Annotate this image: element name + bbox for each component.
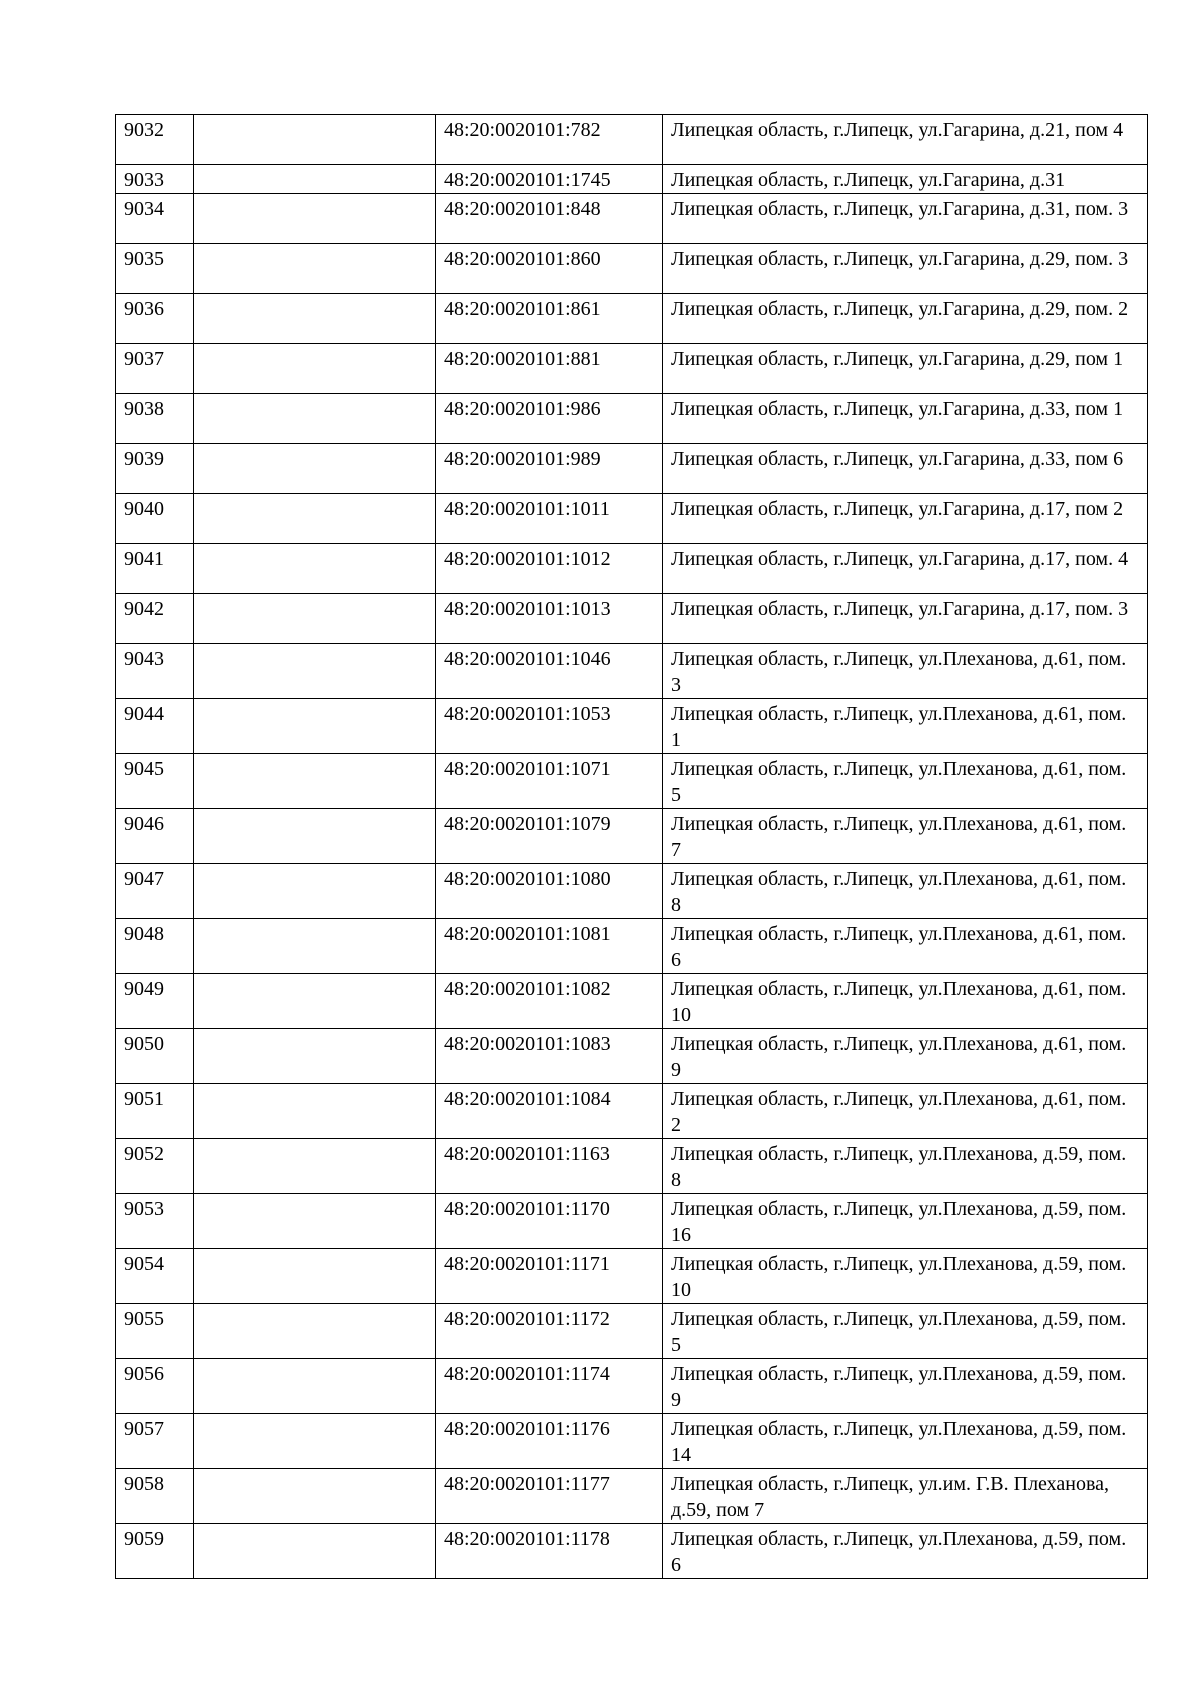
table-body xyxy=(116,115,1148,1579)
empty-cell xyxy=(194,1359,436,1414)
cadastral-number-cell: 48:20:0020101:1082 xyxy=(436,974,663,1029)
table-row xyxy=(116,1084,1148,1139)
address-cell: Липецкая область, г.Липецк, ул.Плеханова, д.59, пом. 14 xyxy=(663,1414,1148,1469)
row-number-cell: 9033 xyxy=(116,165,194,194)
table-row xyxy=(116,165,1148,194)
row-number-cell: 9043 xyxy=(116,644,194,699)
row-number-cell: 9053 xyxy=(116,1194,194,1249)
address-cell: Липецкая область, г.Липецк, ул.Гагарина, д.17, пом. 3 xyxy=(663,594,1148,644)
empty-cell xyxy=(194,294,436,344)
empty-cell xyxy=(194,1194,436,1249)
address-cell: Липецкая область, г.Липецк, ул.Плеханова, д.61, пом. 8 xyxy=(663,864,1148,919)
address-cell: Липецкая область, г.Липецк, ул.Гагарина, д.17, пом. 4 xyxy=(663,544,1148,594)
row-number-cell: 9049 xyxy=(116,974,194,1029)
property-register-table xyxy=(115,114,1148,1579)
address-cell: Липецкая область, г.Липецк, ул.Гагарина, д.33, пом 1 xyxy=(663,394,1148,444)
row-number-cell: 9045 xyxy=(116,754,194,809)
row-number-cell: 9035 xyxy=(116,244,194,294)
cadastral-number-cell: 48:20:0020101:1013 xyxy=(436,594,663,644)
row-number-cell: 9038 xyxy=(116,394,194,444)
cadastral-number-cell: 48:20:0020101:861 xyxy=(436,294,663,344)
address-cell: Липецкая область, г.Липецк, ул.Плеханова, д.59, пом. 6 xyxy=(663,1524,1148,1579)
empty-cell xyxy=(194,444,436,494)
cadastral-number-cell: 48:20:0020101:986 xyxy=(436,394,663,444)
empty-cell xyxy=(194,1304,436,1359)
table-row xyxy=(116,344,1148,394)
empty-cell xyxy=(194,1524,436,1579)
table-row xyxy=(116,1249,1148,1304)
empty-cell xyxy=(194,974,436,1029)
row-number-cell: 9058 xyxy=(116,1469,194,1524)
cadastral-number-cell: 48:20:0020101:1163 xyxy=(436,1139,663,1194)
cadastral-number-cell: 48:20:0020101:881 xyxy=(436,344,663,394)
empty-cell xyxy=(194,544,436,594)
empty-cell xyxy=(194,394,436,444)
table-row xyxy=(116,194,1148,244)
address-cell: Липецкая область, г.Липецк, ул.Плеханова, д.59, пом. 8 xyxy=(663,1139,1148,1194)
row-number-cell: 9055 xyxy=(116,1304,194,1359)
table-row xyxy=(116,594,1148,644)
address-cell: Липецкая область, г.Липецк, ул.Плеханова, д.61, пом. 1 xyxy=(663,699,1148,754)
table-row xyxy=(116,544,1148,594)
empty-cell xyxy=(194,194,436,244)
cadastral-number-cell: 48:20:0020101:1172 xyxy=(436,1304,663,1359)
address-cell: Липецкая область, г.Липецк, ул.Плеханова, д.59, пом. 16 xyxy=(663,1194,1148,1249)
empty-cell xyxy=(194,594,436,644)
address-cell: Липецкая область, г.Липецк, ул.Гагарина, д.31, пом. 3 xyxy=(663,194,1148,244)
address-cell: Липецкая область, г.Липецк, ул.им. Г.В. Плеханова, д.59, пом 7 xyxy=(663,1469,1148,1524)
address-cell: Липецкая область, г.Липецк, ул.Гагарина, д.29, пом. 2 xyxy=(663,294,1148,344)
address-cell: Липецкая область, г.Липецк, ул.Плеханова, д.59, пом. 9 xyxy=(663,1359,1148,1414)
table-row xyxy=(116,394,1148,444)
empty-cell xyxy=(194,1414,436,1469)
row-number-cell: 9032 xyxy=(116,115,194,165)
empty-cell xyxy=(194,1249,436,1304)
cadastral-number-cell: 48:20:0020101:1083 xyxy=(436,1029,663,1084)
cadastral-number-cell: 48:20:0020101:1176 xyxy=(436,1414,663,1469)
empty-cell xyxy=(194,1084,436,1139)
cadastral-number-cell: 48:20:0020101:1174 xyxy=(436,1359,663,1414)
table-row xyxy=(116,244,1148,294)
cadastral-number-cell: 48:20:0020101:1080 xyxy=(436,864,663,919)
table-row xyxy=(116,864,1148,919)
cadastral-number-cell: 48:20:0020101:860 xyxy=(436,244,663,294)
row-number-cell: 9059 xyxy=(116,1524,194,1579)
table-row xyxy=(116,1029,1148,1084)
row-number-cell: 9039 xyxy=(116,444,194,494)
cadastral-number-cell: 48:20:0020101:1745 xyxy=(436,165,663,194)
empty-cell xyxy=(194,699,436,754)
address-cell: Липецкая область, г.Липецк, ул.Гагарина, д.29, пом 1 xyxy=(663,344,1148,394)
row-number-cell: 9042 xyxy=(116,594,194,644)
row-number-cell: 9050 xyxy=(116,1029,194,1084)
cadastral-number-cell: 48:20:0020101:848 xyxy=(436,194,663,244)
row-number-cell: 9047 xyxy=(116,864,194,919)
empty-cell xyxy=(194,1469,436,1524)
cadastral-number-cell: 48:20:0020101:782 xyxy=(436,115,663,165)
table-row xyxy=(116,1139,1148,1194)
address-cell: Липецкая область, г.Липецк, ул.Гагарина, д.33, пом 6 xyxy=(663,444,1148,494)
row-number-cell: 9034 xyxy=(116,194,194,244)
table-row xyxy=(116,1194,1148,1249)
address-cell: Липецкая область, г.Липецк, ул.Плеханова, д.61, пом. 10 xyxy=(663,974,1148,1029)
table-row xyxy=(116,294,1148,344)
row-number-cell: 9054 xyxy=(116,1249,194,1304)
empty-cell xyxy=(194,344,436,394)
table-row xyxy=(116,1524,1148,1579)
cadastral-number-cell: 48:20:0020101:1046 xyxy=(436,644,663,699)
empty-cell xyxy=(194,115,436,165)
row-number-cell: 9041 xyxy=(116,544,194,594)
cadastral-number-cell: 48:20:0020101:1084 xyxy=(436,1084,663,1139)
empty-cell xyxy=(194,644,436,699)
cadastral-number-cell: 48:20:0020101:989 xyxy=(436,444,663,494)
cadastral-number-cell: 48:20:0020101:1177 xyxy=(436,1469,663,1524)
row-number-cell: 9040 xyxy=(116,494,194,544)
address-cell: Липецкая область, г.Липецк, ул.Плеханова, д.61, пом. 3 xyxy=(663,644,1148,699)
address-cell: Липецкая область, г.Липецк, ул.Плеханова, д.61, пом. 7 xyxy=(663,809,1148,864)
address-cell: Липецкая область, г.Липецк, ул.Плеханова, д.59, пом. 10 xyxy=(663,1249,1148,1304)
table-row xyxy=(116,699,1148,754)
row-number-cell: 9052 xyxy=(116,1139,194,1194)
cadastral-number-cell: 48:20:0020101:1178 xyxy=(436,1524,663,1579)
table-row xyxy=(116,115,1148,165)
address-cell: Липецкая область, г.Липецк, ул.Плеханова, д.61, пом. 6 xyxy=(663,919,1148,974)
empty-cell xyxy=(194,1029,436,1084)
table-row xyxy=(116,974,1148,1029)
row-number-cell: 9051 xyxy=(116,1084,194,1139)
empty-cell xyxy=(194,919,436,974)
empty-cell xyxy=(194,494,436,544)
address-cell: Липецкая область, г.Липецк, ул.Гагарина, д.21, пом 4 xyxy=(663,115,1148,165)
table-row xyxy=(116,919,1148,974)
address-cell: Липецкая область, г.Липецк, ул.Плеханова, д.61, пом. 2 xyxy=(663,1084,1148,1139)
address-cell: Липецкая область, г.Липецк, ул.Плеханова, д.59, пом. 5 xyxy=(663,1304,1148,1359)
row-number-cell: 9048 xyxy=(116,919,194,974)
table-row xyxy=(116,494,1148,544)
cadastral-number-cell: 48:20:0020101:1053 xyxy=(436,699,663,754)
cadastral-number-cell: 48:20:0020101:1012 xyxy=(436,544,663,594)
table-row xyxy=(116,809,1148,864)
empty-cell xyxy=(194,809,436,864)
row-number-cell: 9037 xyxy=(116,344,194,394)
table-row xyxy=(116,1414,1148,1469)
row-number-cell: 9057 xyxy=(116,1414,194,1469)
row-number-cell: 9036 xyxy=(116,294,194,344)
address-cell: Липецкая область, г.Липецк, ул.Гагарина, д.29, пом. 3 xyxy=(663,244,1148,294)
table-row xyxy=(116,1359,1148,1414)
empty-cell xyxy=(194,864,436,919)
table-row xyxy=(116,754,1148,809)
address-cell: Липецкая область, г.Липецк, ул.Плеханова, д.61, пом. 5 xyxy=(663,754,1148,809)
address-cell: Липецкая область, г.Липецк, ул.Гагарина, д.31 xyxy=(663,165,1148,194)
empty-cell xyxy=(194,1139,436,1194)
address-cell: Липецкая область, г.Липецк, ул.Гагарина, д.17, пом 2 xyxy=(663,494,1148,544)
row-number-cell: 9046 xyxy=(116,809,194,864)
empty-cell xyxy=(194,165,436,194)
row-number-cell: 9056 xyxy=(116,1359,194,1414)
cadastral-number-cell: 48:20:0020101:1081 xyxy=(436,919,663,974)
table-row xyxy=(116,644,1148,699)
address-cell: Липецкая область, г.Липецк, ул.Плеханова, д.61, пом. 9 xyxy=(663,1029,1148,1084)
empty-cell xyxy=(194,244,436,294)
table-row xyxy=(116,444,1148,494)
cadastral-number-cell: 48:20:0020101:1071 xyxy=(436,754,663,809)
row-number-cell: 9044 xyxy=(116,699,194,754)
cadastral-number-cell: 48:20:0020101:1170 xyxy=(436,1194,663,1249)
cadastral-number-cell: 48:20:0020101:1011 xyxy=(436,494,663,544)
table-row xyxy=(116,1469,1148,1524)
cadastral-number-cell: 48:20:0020101:1079 xyxy=(436,809,663,864)
document-page xyxy=(115,114,1147,1579)
cadastral-number-cell: 48:20:0020101:1171 xyxy=(436,1249,663,1304)
empty-cell xyxy=(194,754,436,809)
table-row xyxy=(116,1304,1148,1359)
